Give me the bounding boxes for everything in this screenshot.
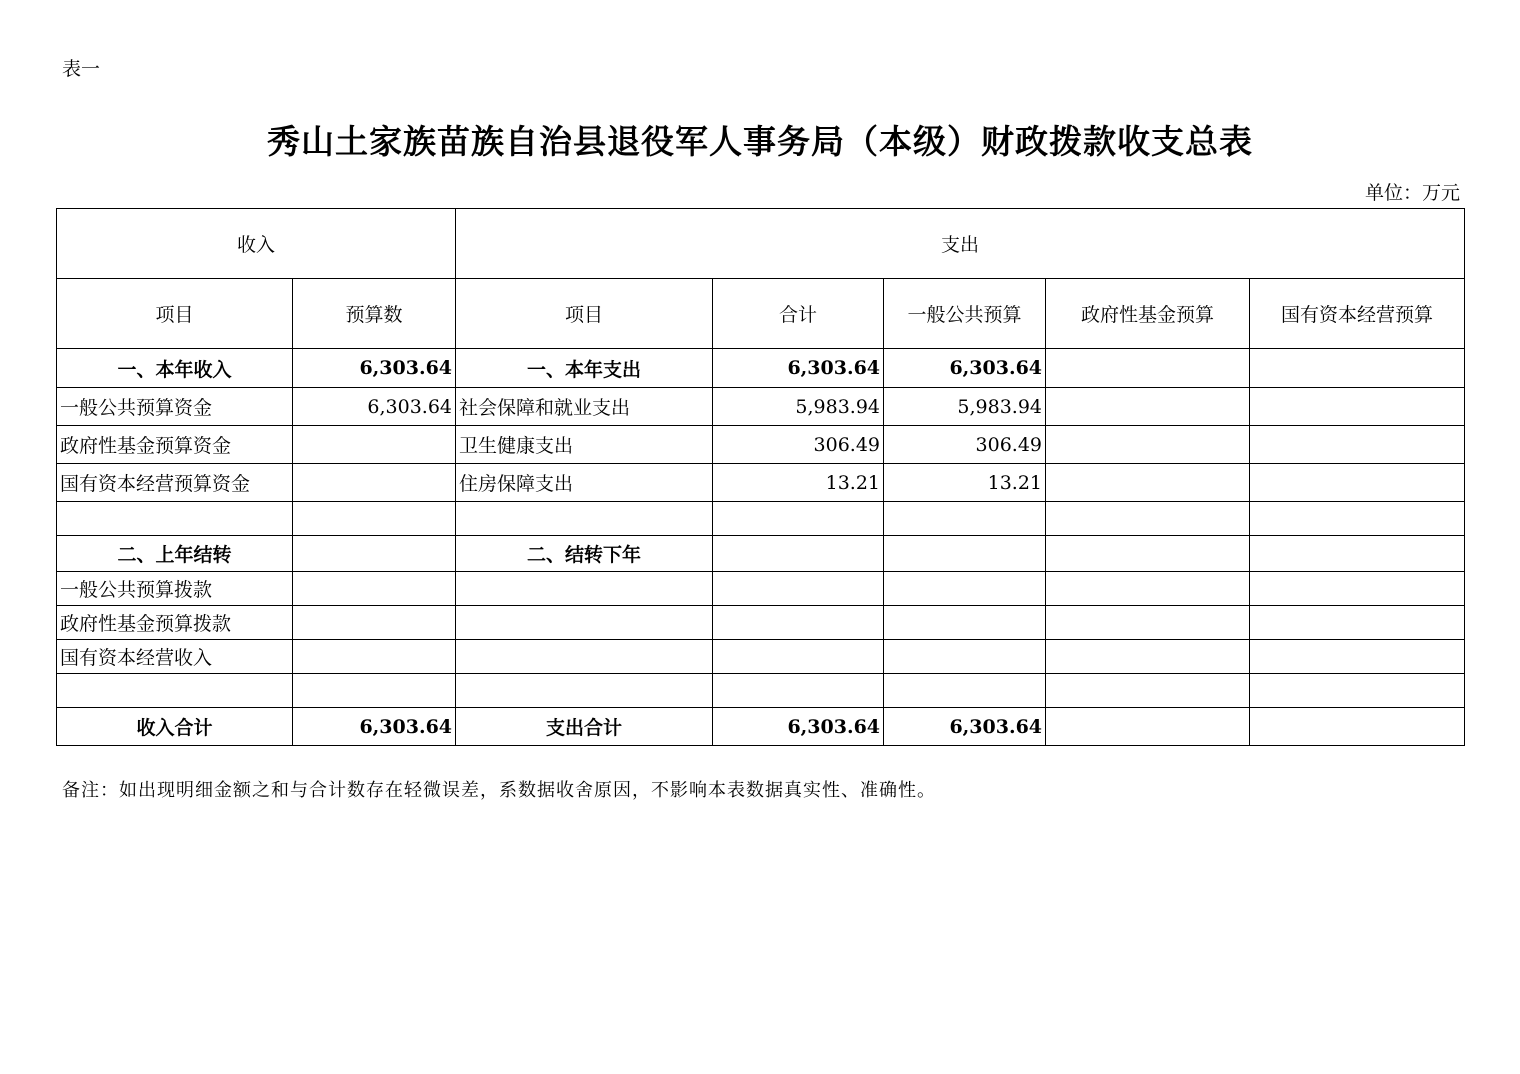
table-row [57,349,1465,388]
income-item-cell: 一般公共预算拨款 [57,572,293,606]
capital-budget-cell [1250,502,1465,536]
expense-item-cell [456,606,713,640]
total-cell [713,572,884,606]
footnote: 备注：如出现明细金额之和与合计数存在轻微误差，系数据收舍原因，不影响本表数据真实性、准确性。 [62,780,936,801]
income-amount-cell: 6,303.64 [293,349,456,388]
table-row [57,502,1465,536]
table-row [57,572,1465,606]
income-amount-cell [293,606,456,640]
fund-budget-cell [1046,426,1250,464]
expense-item-cell [456,674,713,708]
fund-budget-cell [1046,464,1250,502]
capital-budget-cell [1250,606,1465,640]
income-group-header: 收入 [57,209,456,279]
expense-item-cell [456,502,713,536]
fund-budget-cell [1046,674,1250,708]
fund-budget-cell [1046,502,1250,536]
general-budget-cell: 6,303.64 [884,349,1046,388]
expense-item-cell: 社会保障和就业支出 [456,388,713,426]
capital-budget-cell [1250,426,1465,464]
fund-budget-cell [1046,606,1250,640]
column-header-total: 合计 [713,279,884,349]
total-cell [713,606,884,640]
expense-item-cell [456,640,713,674]
table-row [57,536,1465,572]
general-budget-cell [884,502,1046,536]
expense-item-cell: 二、结转下年 [456,536,713,572]
column-header-row [57,279,1465,349]
table-row [57,640,1465,674]
income-item-cell: 二、上年结转 [57,536,293,572]
total-cell: 13.21 [713,464,884,502]
income-amount-cell [293,464,456,502]
general-budget-cell [884,536,1046,572]
total-cell: 6,303.64 [713,349,884,388]
capital-budget-cell [1250,572,1465,606]
expense-group-header: 支出 [456,209,1465,279]
group-header-row [57,209,1465,279]
capital-budget-cell [1250,674,1465,708]
total-cell: 5,983.94 [713,388,884,426]
income-amount-cell [293,674,456,708]
column-header-capital-budget: 国有资本经营预算 [1250,279,1465,349]
capital-budget-total [1250,708,1465,746]
total-cell [713,536,884,572]
general-budget-cell: 5,983.94 [884,388,1046,426]
income-total-amount: 6,303.64 [293,708,456,746]
column-header-income-budget: 预算数 [293,279,456,349]
income-amount-cell [293,572,456,606]
income-amount-cell [293,640,456,674]
expense-total-amount: 6,303.64 [713,708,884,746]
expense-item-cell: 住房保障支出 [456,464,713,502]
income-item-cell [57,674,293,708]
table-row [57,674,1465,708]
general-budget-cell [884,674,1046,708]
general-budget-cell [884,572,1046,606]
table-row [57,426,1465,464]
total-cell: 306.49 [713,426,884,464]
fund-budget-cell [1046,572,1250,606]
income-item-cell: 国有资本经营预算资金 [57,464,293,502]
expense-item-cell: 一、本年支出 [456,349,713,388]
budget-summary-table [56,208,1465,746]
fund-budget-cell [1046,349,1250,388]
unit-label: 单位：万元 [1364,182,1460,204]
expense-item-cell: 卫生健康支出 [456,426,713,464]
capital-budget-cell [1250,464,1465,502]
general-budget-cell: 13.21 [884,464,1046,502]
page-title: 秀山土家族苗族自治县退役军人事务局（本级）财政拨款收支总表 [267,122,1253,161]
capital-budget-cell [1250,388,1465,426]
column-header-expense-item: 项目 [456,279,713,349]
income-amount-cell [293,502,456,536]
capital-budget-cell [1250,536,1465,572]
income-item-cell: 政府性基金预算拨款 [57,606,293,640]
general-budget-total: 6,303.64 [884,708,1046,746]
income-item-cell: 政府性基金预算资金 [57,426,293,464]
income-item-cell: 国有资本经营收入 [57,640,293,674]
total-cell [713,502,884,536]
general-budget-cell: 306.49 [884,426,1046,464]
column-header-fund-budget: 政府性基金预算 [1046,279,1250,349]
income-item-cell: 一、本年收入 [57,349,293,388]
capital-budget-cell [1250,640,1465,674]
table-row [57,464,1465,502]
income-amount-cell: 6,303.64 [293,388,456,426]
column-header-general-budget: 一般公共预算 [884,279,1046,349]
fund-budget-cell [1046,536,1250,572]
general-budget-cell [884,606,1046,640]
fund-budget-cell [1046,640,1250,674]
income-item-cell [57,502,293,536]
income-item-cell: 一般公共预算资金 [57,388,293,426]
total-cell [713,674,884,708]
expense-item-cell [456,572,713,606]
capital-budget-cell [1250,349,1465,388]
general-budget-cell [884,640,1046,674]
total-cell [713,640,884,674]
table-row-total [57,708,1465,746]
table-row [57,606,1465,640]
income-amount-cell [293,536,456,572]
column-header-income-item: 项目 [57,279,293,349]
income-amount-cell [293,426,456,464]
fund-budget-cell [1046,388,1250,426]
income-total-label: 收入合计 [57,708,293,746]
table-row [57,388,1465,426]
expense-total-label: 支出合计 [456,708,713,746]
table-number-label: 表一 [62,58,101,80]
fund-budget-total [1046,708,1250,746]
